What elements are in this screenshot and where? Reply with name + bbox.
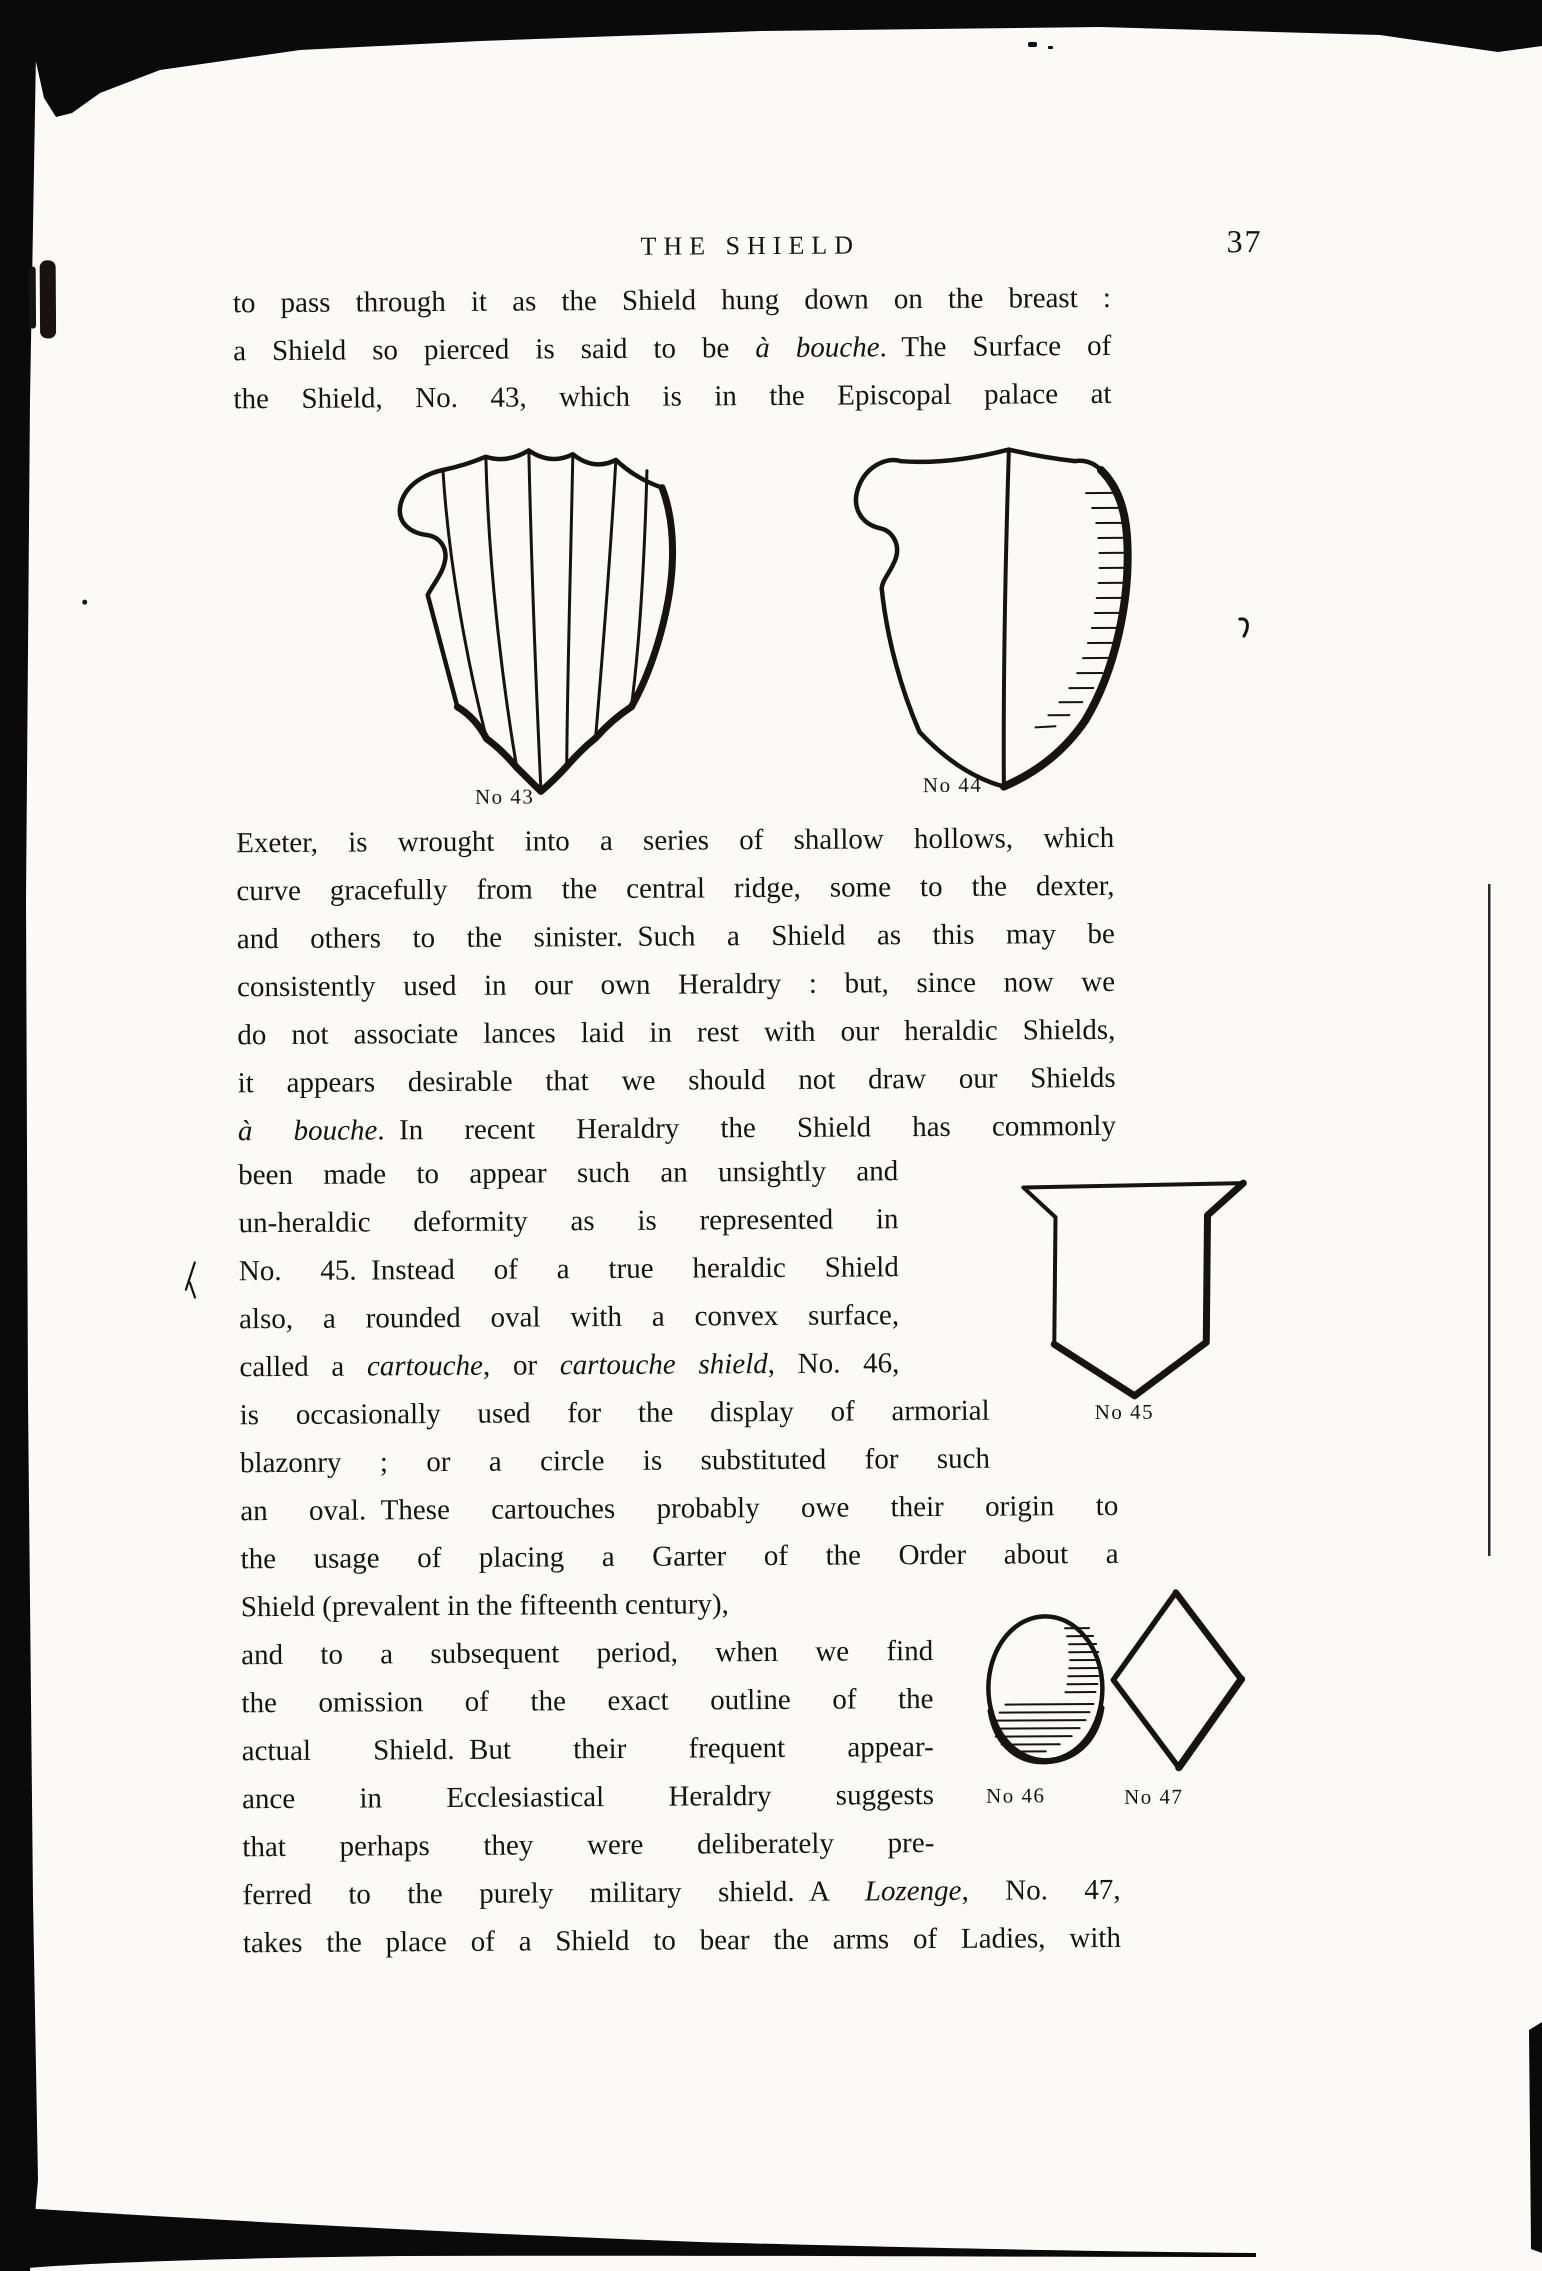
text-line: ferred to the purely military shield. A Lozenge, No. 47, xyxy=(242,1873,1121,1912)
figure-fluted-shield-no43 xyxy=(399,450,674,793)
figure-unheraldic-shield-no45 xyxy=(1023,1183,1244,1396)
text-line: a Shield so pierced is said to be à bouche. The Surface of xyxy=(233,329,1112,368)
text-line: the usage of placing a Garter of the Order about a xyxy=(240,1537,1119,1576)
text-line: blazonry ; or a circle is substituted for such xyxy=(239,1442,991,1480)
shield44-outline xyxy=(856,449,1129,788)
text-line: No. 45. Instead of a true heraldic Shield xyxy=(238,1251,899,1288)
figure-44-caption: No 44 xyxy=(922,772,983,798)
text-line: the omission of the exact outline of the xyxy=(241,1683,934,1720)
text-line: an oval. These cartouches probably owe their origin to xyxy=(240,1489,1119,1528)
margin-ink-blot xyxy=(29,266,36,328)
text-line: and to a subsequent period, when we find xyxy=(241,1635,934,1672)
text-line: been made to appear such an unsightly and xyxy=(238,1155,899,1192)
text-line: do not associate lances laid in rest with our heraldic Shields, xyxy=(237,1013,1116,1052)
stray-ink-marks xyxy=(29,253,1252,1298)
text-line: Shield (prevalent in the fifteenth century), xyxy=(240,1588,729,1624)
cartouche-bottom-shadow xyxy=(991,1708,1102,1762)
text-line: the Shield, No. 43, which is in the Episcopal palace at xyxy=(233,377,1112,416)
margin-dot xyxy=(82,600,87,605)
lozenge-outline xyxy=(1113,1592,1242,1768)
lozenge-top-shadow xyxy=(1176,1592,1242,1679)
text-line: consistently used in our own Heraldry : but, since now we xyxy=(236,965,1116,1004)
text-line: un-heraldic deformity as is represented in xyxy=(238,1203,899,1240)
text-line: and others to the sinister. Such a Shield as this may be xyxy=(236,917,1115,956)
text-line: curve gracefully from the central ridge, some to the dexter, xyxy=(236,869,1115,908)
text-line: it appears desirable that we should not draw our Shields xyxy=(237,1061,1116,1100)
margin-tick xyxy=(1240,619,1248,636)
text-line: also, a rounded oval with a convex surface, xyxy=(239,1299,900,1336)
shield43-bottom-shadow xyxy=(457,706,632,792)
shield43-flute-lines xyxy=(443,450,649,790)
running-head: THE SHIELD xyxy=(640,230,861,261)
figure-ridged-shield-no44 xyxy=(856,449,1130,788)
figure-lozenge-no47 xyxy=(1113,1592,1242,1768)
shield45-shadow xyxy=(1053,1183,1244,1396)
text-line: actual Shield. But their frequent appear- xyxy=(241,1731,934,1768)
text-line: à bouche. In recent Heraldry the Shield has commonly xyxy=(237,1109,1117,1148)
figure-47-caption: No 47 xyxy=(1123,1784,1184,1809)
shield43-outline xyxy=(399,450,674,793)
text-line: ance in Ecclesiastical Heraldry suggests xyxy=(241,1779,935,1816)
cartouche-hatching xyxy=(993,1628,1100,1752)
margin-caret-mark xyxy=(186,1263,195,1298)
figure-45-caption: No 45 xyxy=(1094,1399,1155,1425)
text-line: to pass through it as the Shield hung down on the breast : xyxy=(232,281,1111,320)
shield44-central-ridge xyxy=(1002,452,1011,784)
text-line: is occasionally used for the display of armorial xyxy=(239,1394,990,1432)
text-line: called a cartouche, or cartouche shield, No. 46, xyxy=(239,1347,900,1384)
text-line: takes the place of a Shield to bear the arms of Ladies, with xyxy=(242,1921,1122,1960)
text-line: that perhaps they were deliberately pre- xyxy=(242,1827,935,1864)
figure-cartouche-no46 xyxy=(988,1616,1103,1762)
page-number: 37 xyxy=(1226,222,1263,260)
figure-46-caption: No 46 xyxy=(985,1783,1046,1808)
lozenge-shadow xyxy=(1178,1679,1242,1767)
shield44-hatching xyxy=(1034,493,1129,728)
figure-43-caption: No 43 xyxy=(474,784,535,809)
text-line: Exeter, is wrought into a series of shallow hollows, which xyxy=(236,821,1115,860)
margin-ink-blot xyxy=(40,260,56,338)
